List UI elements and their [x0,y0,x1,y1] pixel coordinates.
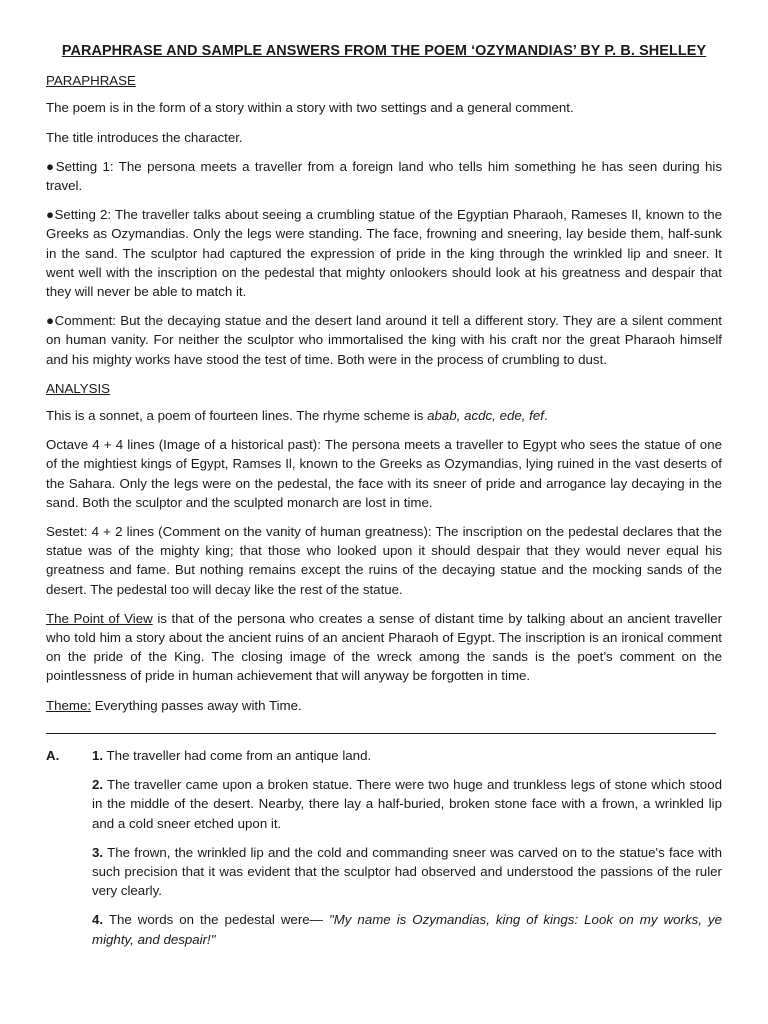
answer-item-2 [92,775,722,833]
sonnet-text: This is a sonnet, a poem of fourteen lines. The rhyme scheme is [46,408,428,424]
document-page [46,42,722,959]
analysis-heading: ANALYSIS [46,380,111,396]
point-of-view-paragraph [46,609,722,686]
setting-1-paragraph: ●Setting 1: The persona meets a traveller from a foreign land who tells him something he has seen during his travel. [46,158,722,194]
theme-text: Everything passes away with Time. [91,697,302,713]
answer-item-3 [92,843,722,901]
answer-text: The traveller had come from an antique land. [103,747,372,763]
answer-number: 1. [92,747,104,763]
answer-number: 2. [92,777,104,793]
answer-section-letter: A. [46,747,60,763]
answer-text: The words on the pedestal were— [103,912,329,928]
answer-list [92,746,722,949]
sonnet-paragraph [46,406,722,425]
point-of-view-label: The Point of View [46,610,153,626]
answer-item-4 [92,910,722,948]
sestet-paragraph: Sestet: 4 + 2 lines (Comment on the vanity of human greatness): The inscription on the pedestal declares that the statue was of the mighty king; that those who looked upon it should despair that they would never equal his greatness and fame. But nothing remains except the ruins of the decaying statue and the mocking sands of the desert. The pedestal too will decay like the rest of the statue. [46,524,722,597]
answer-number: 4. [92,912,104,928]
rhyme-scheme: abab, acdc, ede, fef [427,408,544,424]
paraphrase-heading: PARAPHRASE [46,73,136,89]
setting-2-paragraph: ●Setting 2: The traveller talks about seeing a crumbling statue of the Egyptian Pharaoh, Rameses Il, known to the Greeks as Ozymandias. Only the legs were standing. The face, frowning and sneering, lay beside them, half-sunk in the sand. The sculptor had captured the expression of pride in the king through the wrinkled lip and sneer. It went well with the inscription on the pedestal that mighty onlookers should look at his greatness and despair that they will never be able to match it. [46,207,722,300]
paraphrase-paragraph-1: The poem is in the form of a story within a story with two settings and a general comment. [46,100,574,116]
document-title: PARAPHRASE AND SAMPLE ANSWERS FROM THE POEM ‘OZYMANDIAS’ BY P. B. SHELLEY [61,43,707,59]
answer-number: 3. [92,844,104,860]
inscription-quote: "My name is Ozymandias, king of kings: Look on my works, ye mighty, and despair!" [92,912,722,947]
answer-text: The traveller came upon a broken statue. There were two huge and trunkless legs of stone which stood in the middle of the desert. Nearby, there lay a half-buried, broken stone face with a frown, a wrinkled lip and a cold sneer etched upon it. [92,777,722,831]
point-of-view-text: is that of the persona who creates a sense of distant time by talking about an ancient traveller who told him a story about the ancient ruins of an ancient Pharaoh of Egypt. The inscription is an ironical comment on the pride of the King. The closing image of the wreck among the sands is the poet’s comment on the pointlessness of pride in human achievement that will anyway be forgotten in time. [46,610,722,684]
theme-label: Theme: [46,697,92,713]
answer-item-1 [92,746,722,765]
octave-paragraph: Octave 4 + 4 lines (Image of a historical past): The persona meets a traveller to Egypt who sees the statue of one of the mightiest kings of Egypt, Ramses Il, known to the Greeks as Ozymandias, lying ruined in the vast deserts of the Sahara. Only the legs were on the pedestal, the face with its sneer of pride and arrogance lay decaying in the sand. Both the sculptor and the sculpted monarch are lost in time. [46,437,722,510]
comment-paragraph: ●Comment: But the decaying statue and the desert land around it tell a different story. They are a silent comment on human vanity. For neither the sculptor who immortalised the king with his craft nor the great Pharaoh himself and his mighty works have stood the test of time. Both were in the process of crumbling to dust. [46,313,722,367]
divider-line [46,733,716,734]
sonnet-end: . [543,408,548,424]
theme-paragraph [46,696,722,715]
paraphrase-paragraph-2: The title introduces the character. [46,129,243,145]
answers-section [46,746,722,949]
answer-text: The frown, the wrinkled lip and the cold and commanding sneer was carved on to the statue's face with such precision that it was evident that the sculptor had observed and understood the passions of the ruler very clearly. [92,844,722,899]
